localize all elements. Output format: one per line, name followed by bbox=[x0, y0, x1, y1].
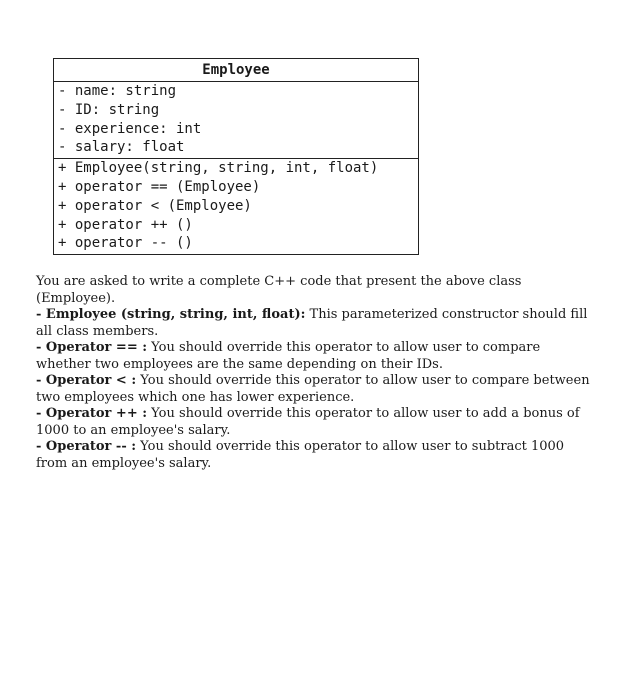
uml-class-diagram bbox=[53, 58, 419, 255]
description-text: This parameterized constructor should fill all class members. bbox=[36, 307, 588, 339]
uml-attribute-id: - ID: string bbox=[58, 101, 160, 118]
description-item-operator-equal bbox=[36, 340, 596, 373]
description-term: - Operator ++ : bbox=[36, 406, 148, 421]
description-text: You should override this operator to allow user to add a bonus of 1000 to an employee's salary. bbox=[36, 406, 580, 438]
uml-method-operator-less: + operator < (Employee) bbox=[58, 197, 252, 214]
description-text: You should override this operator to allow user to compare between two employees which one has lower experience. bbox=[36, 373, 590, 405]
uml-class-name: Employee bbox=[54, 59, 418, 82]
uml-attribute-salary: - salary: float bbox=[58, 139, 185, 156]
description-item-constructor bbox=[36, 307, 596, 340]
description-term: - Operator == : bbox=[36, 340, 148, 355]
description-term: - Employee (string, string, int, float): bbox=[36, 307, 306, 322]
description-term: - Operator < : bbox=[36, 373, 137, 388]
description-term: - Operator -- : bbox=[36, 439, 137, 454]
description-item-operator-less bbox=[36, 373, 596, 406]
assignment-description bbox=[36, 274, 596, 472]
uml-methods bbox=[54, 159, 418, 254]
description-text: You should override this operator to allow user to compare whether two employees are the same depending on their IDs. bbox=[36, 340, 541, 372]
uml-attributes bbox=[54, 82, 418, 159]
description-item-operator-decrement bbox=[36, 439, 596, 472]
uml-method-operator-decrement: + operator -- () bbox=[58, 235, 193, 252]
uml-attribute-name: - name: string bbox=[58, 83, 177, 99]
description-item-operator-increment bbox=[36, 406, 596, 439]
description-intro: You are asked to write a complete C++ code that present the above class (Employee). bbox=[36, 274, 522, 306]
uml-attribute-experience: - experience: int bbox=[58, 120, 202, 137]
uml-method-constructor: + Employee(string, string, int, float) bbox=[58, 160, 379, 177]
description-text: You should override this operator to allow user to subtract 1000 from an employee's salary. bbox=[36, 439, 565, 471]
uml-method-operator-increment: + operator ++ () bbox=[58, 216, 193, 233]
uml-method-operator-equal: + operator == (Employee) bbox=[58, 178, 261, 195]
